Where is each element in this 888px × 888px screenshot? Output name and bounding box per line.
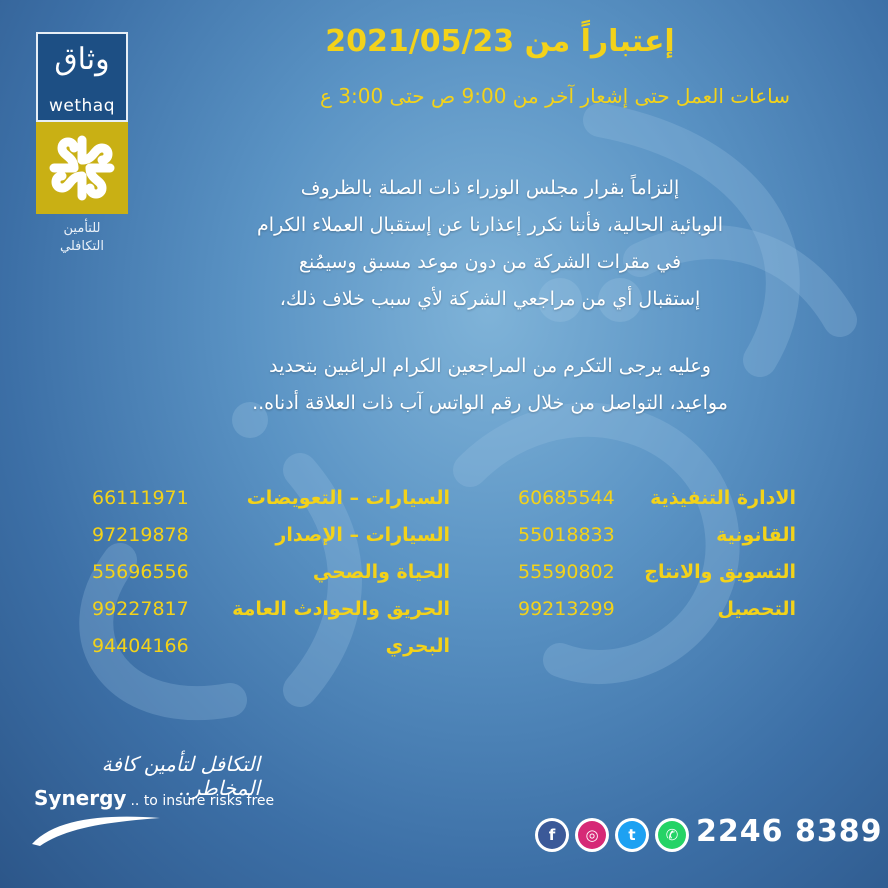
logo-emblem-panel xyxy=(36,122,128,214)
logo-arabic-name: وثاق xyxy=(54,42,110,77)
contact-number-motor-claims[interactable]: 66111971 xyxy=(92,487,189,509)
logo-name-panel xyxy=(36,32,128,122)
instagram-icon[interactable]: ◎ xyxy=(575,818,609,852)
slogan-english-text: .. to insure risks free xyxy=(130,793,275,809)
knot-emblem-icon xyxy=(44,130,120,206)
contact-label-marketing: التسويق والانتاج xyxy=(644,561,796,583)
logo-subtitle-line2: التكافلي xyxy=(60,239,104,254)
notice-line: إلتزاماً بقرار مجلس الوزراء ذات الصلة بالظروف xyxy=(300,177,680,199)
contact-number-life-health[interactable]: 55696556 xyxy=(92,561,189,583)
whatsapp-phone-number[interactable]: 2246 8389 xyxy=(696,814,883,849)
contact-number-fire-general[interactable]: 99227817 xyxy=(92,598,189,620)
contact-label-collection: التحصيل xyxy=(717,598,796,620)
logo-english-name: wethaq xyxy=(48,96,115,116)
contact-number-motor-issuance[interactable]: 97219878 xyxy=(92,524,189,546)
slogan-english xyxy=(34,786,274,810)
contact-number-marine[interactable]: 94404166 xyxy=(92,635,189,657)
slogan-arabic: التكافل لتأمين كافة المخاطر.. xyxy=(101,752,260,800)
notice-line: في مقرات الشركة من دون موعد مسبق وسيمُنع xyxy=(298,251,682,273)
notice-line: الوبائية الحالية، فأننا نكرر إعذارنا عن إستقبال العملاء الكرام xyxy=(257,214,723,236)
notice-line: إستقبال أي من مراجعي الشركة لأي سبب خلاف ذلك، xyxy=(279,288,701,310)
notice-line: مواعيد، التواصل من خلال رقم الواتس آب ذات العلاقة أدناه.. xyxy=(252,392,728,414)
whatsapp-icon[interactable]: ✆ xyxy=(655,818,689,852)
swoosh-decoration xyxy=(26,808,166,848)
contact-number-marketing[interactable]: 55590802 xyxy=(518,561,615,583)
notice-line: وعليه يرجى التكرم من المراجعين الكرام الراغبين بتحديد xyxy=(269,355,711,377)
logo-subtitle-line1: للتأمين xyxy=(63,221,101,236)
notice-paragraph-1 xyxy=(150,170,830,318)
notice-paragraph-2 xyxy=(150,348,830,422)
contact-label-executive: الادارة التنفيذية xyxy=(650,487,796,509)
twitter-icon[interactable]: t xyxy=(615,818,649,852)
contact-number-collection[interactable]: 99213299 xyxy=(518,598,615,620)
contact-number-legal[interactable]: 55018833 xyxy=(518,524,615,546)
wethaq-logo xyxy=(36,32,128,256)
contact-label-life-health: الحياة والصحي xyxy=(312,561,450,583)
contact-label-legal: القانونية xyxy=(716,524,796,546)
contact-label-motor-claims: السيارات – التعويضات xyxy=(246,487,450,509)
contact-number-executive[interactable]: 60685544 xyxy=(518,487,615,509)
contact-label-fire-general: الحريق والحوادث العامة xyxy=(232,598,450,620)
facebook-icon[interactable]: f xyxy=(535,818,569,852)
contact-label-marine: البحري xyxy=(385,635,450,657)
brand-name: Synergy xyxy=(34,786,127,810)
effective-date-heading: إعتباراً من 2021/05/23 xyxy=(325,24,675,59)
working-hours-line: ساعات العمل حتى إشعار آخر من 9:00 ص حتى 3:00 ع xyxy=(319,84,790,108)
contact-label-motor-issuance: السيارات – الإصدار xyxy=(275,524,450,546)
